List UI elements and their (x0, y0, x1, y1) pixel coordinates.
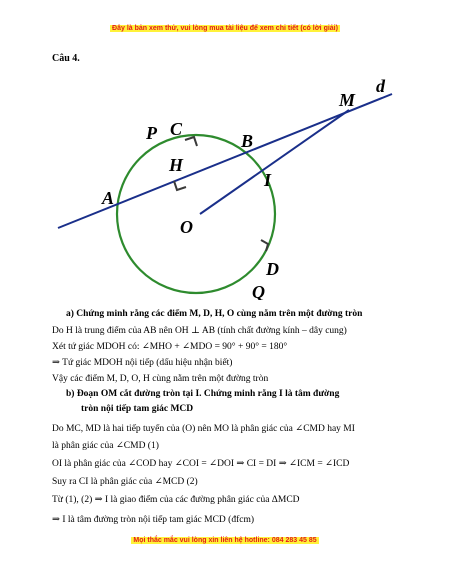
solution-line: Từ (1), (2) ⇒ I là giao điểm của các đường phân giác của ΔMCD (52, 495, 300, 505)
solution-line: Suy ra CI là phân giác của ∠MCD (2) (52, 477, 198, 487)
hotline-banner: Mọi thắc mắc vui lòng xin liên hệ hotline: 084 283 45 85 (133, 537, 317, 544)
preview-banner: Đây là bản xem thử, vui lòng mua tài liệu để xem chi tiết (có lời giải) (112, 25, 338, 32)
part-b-title-cont: tròn nội tiếp tam giác MCD (81, 404, 194, 414)
part-b-title: b) Đoạn OM cắt đường tròn tại I. Chứng minh rằng I là tâm đường (66, 389, 340, 399)
solution-line: Xét tứ giác MDOH có: ∠MHO + ∠MDO = 90° + 90° = 180° (52, 342, 288, 352)
solution-line: Do H là trung điểm của AB nên OH ⊥ AB (tính chất đường kính – dây cung) (52, 326, 347, 336)
question-title: Câu 4. (52, 53, 80, 64)
label-p: P (146, 123, 157, 143)
solution-line: ⇒ I là tâm đường tròn nội tiếp tam giác MCD (đfcm) (52, 515, 255, 525)
label-i: I (264, 170, 272, 190)
right-angle-c (185, 137, 197, 146)
label-b: B (241, 131, 254, 151)
solution-line: Do MC, MD là hai tiếp tuyến của (O) nên MO là phân giác của ∠CMD hay MI (52, 424, 355, 434)
solution-line: Vậy các điểm M, D, O, H cùng nằm trên một đường tròn (52, 374, 269, 384)
label-d: D (266, 259, 279, 279)
label-h: H (169, 155, 184, 175)
label-a: A (102, 188, 115, 208)
label-c: C (170, 119, 183, 139)
label-q: Q (252, 282, 265, 300)
part-a-title: a) Chứng minh rằng các điểm M, D, H, O cùng nằm trên một đường tròn (66, 309, 363, 319)
right-angle-d (261, 240, 268, 251)
solution-line: ⇒ Tứ giác MDOH nội tiếp (dấu hiệu nhận biết) (52, 358, 233, 368)
circle-o (117, 135, 275, 293)
solution-line: là phân giác của ∠CMD (1) (52, 441, 159, 451)
label-d-line: d (376, 76, 385, 96)
label-m: M (339, 90, 356, 110)
right-angle-h (174, 181, 186, 190)
label-o: O (180, 217, 193, 237)
solution-line: OI là phân giác của ∠COD hay ∠COI = ∠DOI ⇒ CI = DI ⇒ ∠ICM = ∠ICD (52, 459, 350, 469)
